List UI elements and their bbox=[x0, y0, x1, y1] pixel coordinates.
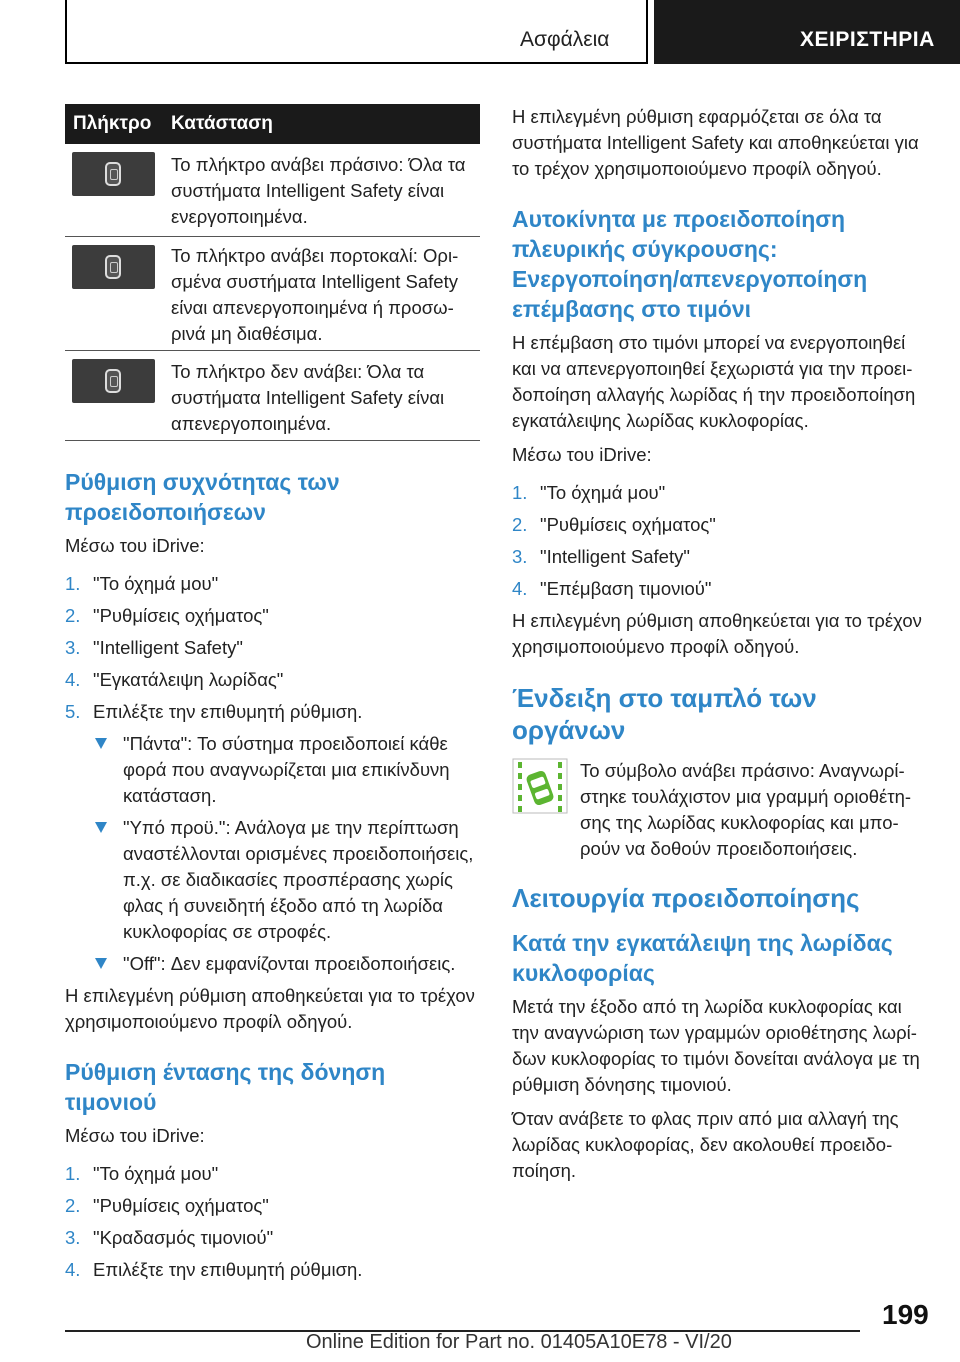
steps-list bbox=[65, 571, 480, 725]
lane-button-icon bbox=[72, 152, 155, 196]
table-row bbox=[65, 237, 480, 351]
list-item: 2. "Ρυθμίσεις οχήματος" bbox=[512, 514, 716, 535]
option-item: "Υπό προϋ.": Ανάλογα με την περίπτωση αναστέλλονται ορισμένες προειδοποιήσεις, π.χ. σε διαδικασίες προσπέρασης χωρίς φλας ή συνειδητή έξοδο από τη λωρίδα κυκλοφορίας σε στροφές. bbox=[93, 815, 480, 945]
saved-note: Η επιλεγμένη ρύθμιση αποθηκεύεται για το τρέχον χρησιμοποιούμενο προφίλ οδηγού. bbox=[65, 985, 475, 1032]
list-item: 3. "Intelligent Safety" bbox=[65, 637, 243, 658]
function-paragraph-1: Μετά την έξοδο από τη λωρίδα κυκλοφορίας και την αναγνώριση των γραμμών οριοθέτησης λωρίδων κυκλοφορίας το τιμόνι δονείται ανάλογα με τη ρύθμιση δόνησης τιμονιού. bbox=[512, 996, 920, 1095]
list-item: 4. "Επέμβαση τιμονιού" bbox=[512, 578, 712, 599]
heading-instrument-display: Ένδειξη στο ταμπλό των οργάνων bbox=[512, 683, 817, 745]
steps-list bbox=[512, 480, 926, 602]
list-item: 1. "Το όχημά μου" bbox=[512, 482, 666, 503]
steering-body: Η επέμβαση στο τιμόνι μπορεί να ενεργοποιηθεί και να απενεργοποιηθεί ξεχωριστά για την προειδοποίηση αλλαγής λωρίδας ή την προειδοποίηση εγκατάλειψης λωρίδας κυκλοφορίας. bbox=[512, 332, 916, 431]
triangle-bullet-icon bbox=[95, 738, 107, 749]
function-paragraph-2: Όταν ανάβετε το φλας πριν από μια αλλαγή της λωρίδας κυκλοφορίας, δεν ακολουθεί προειδοποίηση. bbox=[512, 1108, 899, 1181]
display-indicator-block bbox=[512, 758, 926, 862]
list-item: 1. "Το όχημά μου" bbox=[65, 573, 219, 594]
table-cell-text: Το πλήκτρο ανάβει πορτοκαλί: Ορισμένα συστήματα Intelligent Safety είναι απενεργοποιημένα ή προσωρινά μη διαθέσιμα. bbox=[171, 245, 459, 344]
list-item: 5. Επιλέξτε την επιθυμητή ρύθμιση. bbox=[65, 701, 363, 722]
saved-note: Η επιλεγμένη ρύθμιση αποθηκεύεται για το τρέχον χρησιμοποιούμενο προφίλ οδηγού. bbox=[512, 610, 922, 657]
steps-list bbox=[65, 1161, 480, 1283]
list-item: 4. Επιλέξτε την επιθυμητή ρύθμιση. bbox=[65, 1259, 363, 1280]
lane-departure-green-icon bbox=[512, 758, 568, 814]
via-idrive: Μέσω του iDrive: bbox=[65, 535, 205, 556]
chapter-title: ΧΕΙΡΙΣΤΗΡΙΑ bbox=[800, 28, 935, 51]
table-cell-text: Το πλήκτρο δεν ανάβει: Όλα τα συστήματα Intelligent Safety είναι απενεργοποιημένα. bbox=[171, 361, 445, 434]
heading-leaving-lane: Κατά την εγκατάλειψη της λωρίδας κυκλοφορίας bbox=[512, 930, 893, 986]
list-item: 1. "Το όχημά μου" bbox=[65, 1163, 219, 1184]
page-number: 199 bbox=[882, 1299, 929, 1330]
option-item: "Πάντα": Το σύστημα προειδοποιεί κάθε φορά που αναγνωρίζεται μια επικίνδυνη κατάσταση. bbox=[93, 731, 480, 809]
heading-vibration: Ρύθμιση έντασης της δόνηση τιμονιού bbox=[65, 1059, 386, 1115]
via-idrive: Μέσω του iDrive: bbox=[65, 1125, 205, 1146]
right-column bbox=[512, 104, 926, 1184]
table-row bbox=[65, 351, 480, 441]
left-column bbox=[65, 104, 480, 1289]
list-item: 4. "Εγκατάλειψη λωρίδας" bbox=[65, 669, 284, 690]
intro-text: Η επιλεγμένη ρύθμιση εφαρμόζεται σε όλα τα συστήματα Intelligent Safety και αποθηκεύεται για το τρέχον χρησιμοποιούμενο προφίλ οδηγού. bbox=[512, 106, 919, 179]
heading-warning-frequency: Ρύθμιση συχνότητας των προειδοποιήσεων bbox=[65, 469, 340, 525]
list-item: 2. "Ρυθμίσεις οχήματος" bbox=[65, 605, 269, 626]
footer-edition: Online Edition for Part no. 01405A10E78 - VI/20 bbox=[306, 1331, 732, 1353]
table-cell-text: Το πλήκτρο ανάβει πράσινο: Όλα τα συστήματα Intelligent Safety είναι ενεργοποιημένα. bbox=[171, 154, 466, 227]
options-list bbox=[93, 731, 480, 977]
lane-button-icon bbox=[72, 359, 155, 403]
section-title: Ασφάλεια bbox=[520, 28, 610, 51]
list-item: 2. "Ρυθμίσεις οχήματος" bbox=[65, 1195, 269, 1216]
col-header-state: Κατάσταση bbox=[171, 113, 273, 134]
col-header-button: Πλήκτρο bbox=[73, 113, 152, 134]
list-item: 3. "Intelligent Safety" bbox=[512, 546, 690, 567]
table-header bbox=[65, 104, 480, 144]
table-row bbox=[65, 144, 480, 237]
heading-steering-intervention: Αυτοκίνητα με προειδοποίηση πλευρικής σύγκρουσης: Ενεργοποίηση/απενεργοποίηση επέμβασης στο τιμόνι bbox=[512, 206, 868, 322]
via-idrive: Μέσω του iDrive: bbox=[512, 444, 652, 465]
heading-warning-function: Λειτουργία προειδοποίησης bbox=[512, 883, 860, 913]
option-item: "Off": Δεν εμφανίζονται προειδοποιήσεις. bbox=[93, 951, 480, 977]
lane-button-icon bbox=[72, 245, 155, 289]
list-item: 3. "Κραδασμός τιμονιού" bbox=[65, 1227, 274, 1248]
triangle-bullet-icon bbox=[95, 958, 107, 969]
triangle-bullet-icon bbox=[95, 822, 107, 833]
indicator-text-top: Το σύμβολο ανάβει πράσινο: Αναγνωρίστηκε τουλάχιστον μια γραμμή οριοθέτησης της λωρίδας κυκλοφορίας και μπορούν να δοθούν προειδοποιήσεις. bbox=[580, 760, 912, 859]
